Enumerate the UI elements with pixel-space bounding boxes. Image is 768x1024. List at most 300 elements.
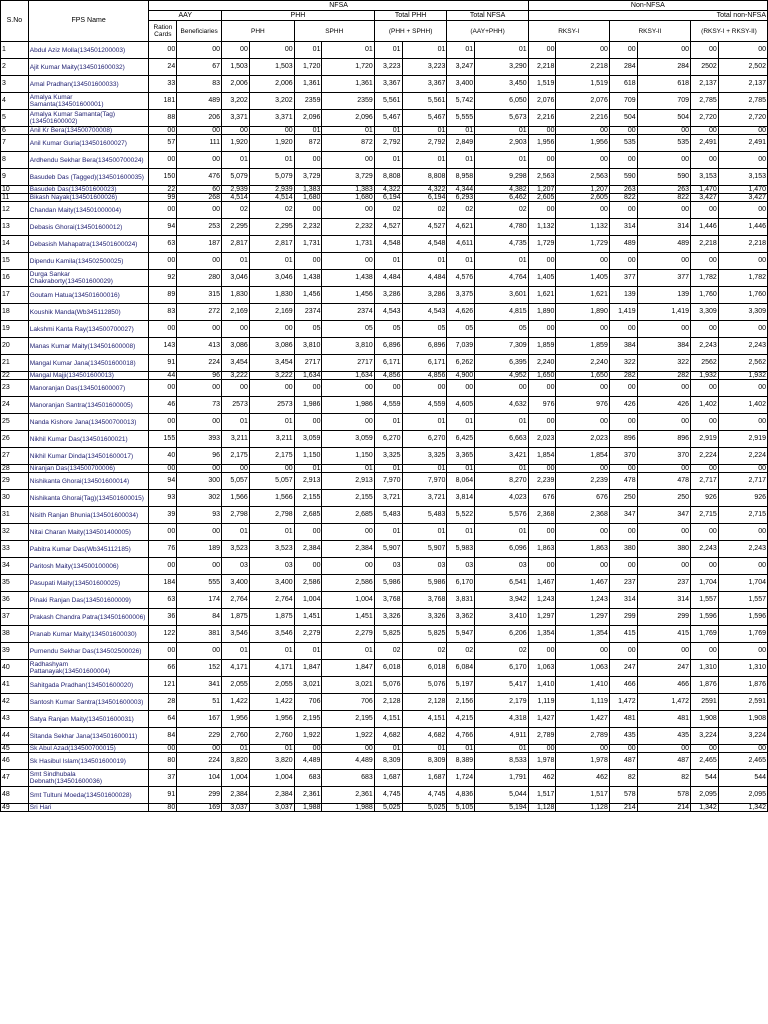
row-value: 2591	[691, 694, 719, 711]
row-value: 00	[691, 745, 719, 753]
row-value: 2,095	[691, 787, 719, 804]
row-value: 00	[528, 321, 556, 338]
header-rksy1: RKSY-I	[528, 21, 609, 42]
row-value: 3,309	[718, 304, 767, 321]
row-value: 00	[609, 524, 637, 541]
row-value: 4,745	[402, 787, 447, 804]
table-row	[1, 804, 768, 812]
row-value: 462	[556, 770, 609, 787]
row-value: 347	[609, 507, 637, 524]
row-value: 976	[528, 397, 556, 414]
row-value: 4,764	[475, 270, 529, 287]
row-fps-name: Smt Sindhubala Debnath(134501600036)	[28, 770, 149, 787]
row-value: 91	[149, 355, 177, 372]
row-fps-name: Debasis Ghorai(134501600012)	[28, 219, 149, 236]
row-value: 926	[718, 490, 767, 507]
row-value: 2,216	[556, 110, 609, 127]
row-value: 2,817	[249, 236, 294, 253]
row-value: 263	[637, 186, 690, 194]
header-aay-cards: Ration Cards	[149, 21, 177, 42]
row-value: 01	[222, 745, 250, 753]
row-value: 487	[637, 753, 690, 770]
row-value: 24	[149, 59, 177, 76]
row-sno: 8	[1, 152, 29, 169]
row-value: 1,519	[556, 76, 609, 93]
row-value: 00	[294, 745, 322, 753]
row-value: 5,057	[222, 473, 250, 490]
row-value: 01	[249, 745, 294, 753]
row-value: 5,742	[447, 93, 475, 110]
row-value: 2,224	[691, 448, 719, 465]
row-fps-name: Smt Tultuni Moeda(134501600028)	[28, 787, 149, 804]
table-row	[1, 745, 768, 753]
row-value: 683	[294, 770, 322, 787]
row-value: 2,605	[556, 194, 609, 202]
row-value: 5,105	[447, 804, 475, 812]
row-value: 4,900	[447, 372, 475, 380]
table-row	[1, 253, 768, 270]
row-value: 1,876	[691, 677, 719, 694]
row-value: 2,006	[249, 76, 294, 93]
row-value: 4,171	[249, 660, 294, 677]
row-value: 237	[637, 575, 690, 592]
row-value: 3,810	[294, 338, 322, 355]
row-value: 01	[249, 643, 294, 660]
row-value: 01	[374, 524, 402, 541]
row-value: 00	[609, 253, 637, 270]
header-aay: AAY	[149, 11, 222, 21]
row-value: 00	[609, 127, 637, 135]
row-value: 2,239	[556, 473, 609, 490]
row-fps-name: Ajit Kumar Maity(134501600032)	[28, 59, 149, 76]
row-value: 00	[528, 152, 556, 169]
row-value: 370	[637, 448, 690, 465]
row-value: 00	[294, 253, 322, 270]
row-value: 3,523	[222, 541, 250, 558]
row-value: 976	[556, 397, 609, 414]
row-value: 5,522	[447, 507, 475, 524]
row-sno: 44	[1, 728, 29, 745]
row-value: 1,004	[249, 770, 294, 787]
row-value: 578	[609, 787, 637, 804]
row-value: 3,247	[447, 59, 475, 76]
row-value: 466	[637, 677, 690, 694]
row-value: 2,563	[556, 169, 609, 186]
row-value: 00	[556, 127, 609, 135]
row-value: 01	[322, 42, 374, 59]
row-value: 1,470	[718, 186, 767, 194]
row-value: 00	[691, 321, 719, 338]
row-value: 1,956	[249, 711, 294, 728]
row-value: 2,384	[322, 541, 374, 558]
row-value: 94	[149, 473, 177, 490]
row-value: 5,467	[402, 110, 447, 127]
row-value: 1,422	[249, 694, 294, 711]
row-value: 1,519	[528, 76, 556, 93]
row-value: 314	[637, 219, 690, 236]
row-value: 00	[637, 321, 690, 338]
row-value: 1,956	[556, 135, 609, 152]
row-value: 1,847	[322, 660, 374, 677]
row-value: 2,195	[294, 711, 322, 728]
row-value: 3,290	[475, 59, 529, 76]
row-value: 4,489	[294, 753, 322, 770]
row-value: 1,354	[556, 626, 609, 643]
row-value: 1,566	[222, 490, 250, 507]
row-value: 322	[637, 355, 690, 372]
row-value: 152	[177, 660, 222, 677]
row-value: 104	[177, 770, 222, 787]
row-value: 01	[475, 745, 529, 753]
row-value: 00	[556, 524, 609, 541]
row-value: 2,502	[718, 59, 767, 76]
row-value: 91	[149, 787, 177, 804]
row-fps-name: Manoranjan Das(134501600007)	[28, 380, 149, 397]
row-fps-name: Nishikanta Ghorai(Tag)(134501600015)	[28, 490, 149, 507]
row-value: 1,438	[322, 270, 374, 287]
row-value: 3,942	[475, 592, 529, 609]
row-value: 3,375	[447, 287, 475, 304]
row-value: 5,483	[402, 507, 447, 524]
row-value: 1,419	[609, 304, 637, 321]
row-value: 618	[637, 76, 690, 93]
table-row	[1, 490, 768, 507]
row-value: 3,224	[718, 728, 767, 745]
row-value: 2,137	[718, 76, 767, 93]
table-row	[1, 397, 768, 414]
row-value: 2,095	[718, 787, 767, 804]
row-value: 01	[222, 643, 250, 660]
row-value: 3,820	[222, 753, 250, 770]
row-value: 3,021	[322, 677, 374, 694]
row-value: 00	[528, 643, 556, 660]
row-value: 3,286	[402, 287, 447, 304]
row-sno: 36	[1, 592, 29, 609]
row-value: 3,814	[447, 490, 475, 507]
row-fps-name: Anil Kumar Guria(134501600027)	[28, 135, 149, 152]
row-value: 2,218	[691, 236, 719, 253]
row-sno: 1	[1, 42, 29, 59]
row-value: 8,309	[374, 753, 402, 770]
row-value: 3,059	[294, 431, 322, 448]
row-value: 01	[475, 42, 529, 59]
row-value: 00	[609, 42, 637, 59]
row-value: 896	[637, 431, 690, 448]
row-value: 2,764	[222, 592, 250, 609]
row-value: 2,023	[528, 431, 556, 448]
row-value: 544	[691, 770, 719, 787]
row-value: 3,286	[374, 287, 402, 304]
header-nfsa: NFSA	[149, 1, 528, 11]
row-value: 478	[637, 473, 690, 490]
row-value: 2,128	[374, 694, 402, 711]
row-sno: 10	[1, 186, 29, 194]
row-value: 00	[691, 643, 719, 660]
row-value: 01	[374, 745, 402, 753]
row-value: 9,298	[475, 169, 529, 186]
row-value: 139	[637, 287, 690, 304]
row-value: 00	[718, 127, 767, 135]
row-fps-name: Sri Hari	[28, 804, 149, 812]
row-sno: 7	[1, 135, 29, 152]
row-value: 1,405	[556, 270, 609, 287]
row-sno: 35	[1, 575, 29, 592]
row-value: 00	[149, 253, 177, 270]
row-value: 2,243	[691, 541, 719, 558]
row-value: 6,663	[475, 431, 529, 448]
row-value: 1,446	[691, 219, 719, 236]
row-sno: 19	[1, 321, 29, 338]
row-value: 3,046	[222, 270, 250, 287]
row-sno: 12	[1, 202, 29, 219]
row-value: 2502	[691, 59, 719, 76]
row-value: 1,128	[556, 804, 609, 812]
row-value: 00	[528, 465, 556, 473]
table-row	[1, 338, 768, 355]
row-value: 33	[149, 76, 177, 93]
row-value: 214	[609, 804, 637, 812]
row-value: 00	[637, 745, 690, 753]
row-value: 2,169	[222, 304, 250, 321]
row-value: 535	[637, 135, 690, 152]
row-fps-name: Pabitra Kumar Das(Wb345112185)	[28, 541, 149, 558]
row-sno: 14	[1, 236, 29, 253]
row-value: 3,037	[222, 804, 250, 812]
row-value: 00	[609, 414, 637, 431]
row-value: 00	[637, 253, 690, 270]
row-value: 489	[637, 236, 690, 253]
row-value: 00	[691, 524, 719, 541]
row-value: 2,218	[528, 59, 556, 76]
row-value: 214	[637, 804, 690, 812]
row-value: 00	[149, 202, 177, 219]
row-value: 2573	[249, 397, 294, 414]
row-value: 05	[402, 321, 447, 338]
row-value: 206	[177, 110, 222, 127]
row-value: 6,050	[475, 93, 529, 110]
row-value: 7,970	[374, 473, 402, 490]
row-value: 2,491	[691, 135, 719, 152]
table-row	[1, 186, 768, 194]
row-value: 00	[637, 127, 690, 135]
row-value: 384	[637, 338, 690, 355]
row-value: 00	[691, 380, 719, 397]
row-value: 229	[177, 728, 222, 745]
table-row	[1, 541, 768, 558]
row-value: 00	[177, 253, 222, 270]
row-value: 3,367	[374, 76, 402, 93]
row-value: 4,484	[402, 270, 447, 287]
row-sno: 24	[1, 397, 29, 414]
row-fps-name: Amal Pradhan(134501600033)	[28, 76, 149, 93]
row-value: 4,766	[447, 728, 475, 745]
row-value: 2,764	[249, 592, 294, 609]
row-value: 00	[322, 745, 374, 753]
row-value: 1,243	[556, 592, 609, 609]
row-value: 00	[177, 745, 222, 753]
row-value: 535	[609, 135, 637, 152]
header-phh: PHH	[222, 11, 375, 21]
table-row	[1, 728, 768, 745]
row-value: 1,310	[718, 660, 767, 677]
row-value: 3,325	[402, 448, 447, 465]
row-sno: 22	[1, 372, 29, 380]
row-value: 1,402	[691, 397, 719, 414]
row-value: 5,076	[374, 677, 402, 694]
row-value: 2,849	[447, 135, 475, 152]
row-value: 00	[609, 558, 637, 575]
row-value: 2,384	[294, 541, 322, 558]
header-phh-sub: PHH	[222, 21, 295, 42]
row-value: 6,170	[475, 660, 529, 677]
row-fps-name: Dipendu Kamila(134502500025)	[28, 253, 149, 270]
row-value: 504	[609, 110, 637, 127]
table-row	[1, 127, 768, 135]
row-value: 1,361	[322, 76, 374, 93]
row-value: 00	[322, 558, 374, 575]
row-value: 1,854	[528, 448, 556, 465]
row-value: 7,970	[402, 473, 447, 490]
row-fps-name: Radhashyam Pattanayak(134501600004)	[28, 660, 149, 677]
row-value: 150	[149, 169, 177, 186]
row-fps-name: Prakash Chandra Patra(134501600006)	[28, 609, 149, 626]
table-row	[1, 372, 768, 380]
row-value: 1,920	[222, 135, 250, 152]
row-value: 4,215	[447, 711, 475, 728]
row-value: 393	[177, 431, 222, 448]
row-value: 76	[149, 541, 177, 558]
row-value: 00	[528, 745, 556, 753]
row-value: 2,055	[222, 677, 250, 694]
row-value: 6,096	[475, 541, 529, 558]
row-value: 3,400	[222, 575, 250, 592]
row-value: 4,171	[222, 660, 250, 677]
row-value: 280	[177, 270, 222, 287]
row-value: 2,586	[322, 575, 374, 592]
row-value: 5,983	[447, 541, 475, 558]
row-value: 92	[149, 270, 177, 287]
row-sno: 27	[1, 448, 29, 465]
row-sno: 4	[1, 93, 29, 110]
row-fps-name: Basudeb Das(134501600023)	[28, 186, 149, 194]
table-row	[1, 609, 768, 626]
row-value: 2,586	[294, 575, 322, 592]
row-value: 01	[402, 253, 447, 270]
row-value: 5,907	[402, 541, 447, 558]
row-sno: 34	[1, 558, 29, 575]
row-value: 2,465	[718, 753, 767, 770]
row-value: 2,789	[556, 728, 609, 745]
row-value: 3,202	[249, 93, 294, 110]
row-value: 189	[177, 541, 222, 558]
row-value: 1,760	[718, 287, 767, 304]
row-fps-name: Basudeb Das (Tagged)(134501600035)	[28, 169, 149, 186]
row-value: 1,920	[249, 135, 294, 152]
row-value: 8,064	[447, 473, 475, 490]
row-value: 224	[177, 355, 222, 372]
row-value: 00	[556, 414, 609, 431]
row-value: 462	[528, 770, 556, 787]
row-value: 00	[718, 380, 767, 397]
row-value: 3,362	[447, 609, 475, 626]
row-value: 489	[609, 236, 637, 253]
table-row	[1, 76, 768, 93]
header-sphh: SPHH	[294, 21, 374, 42]
row-sno: 17	[1, 287, 29, 304]
row-value: 2,175	[222, 448, 250, 465]
row-value: 00	[528, 253, 556, 270]
row-value: 2359	[322, 93, 374, 110]
row-value: 00	[149, 524, 177, 541]
row-value: 4,023	[475, 490, 529, 507]
row-value: 4,543	[374, 304, 402, 321]
row-value: 1,650	[556, 372, 609, 380]
row-value: 2,919	[691, 431, 719, 448]
row-value: 1,875	[249, 609, 294, 626]
row-value: 00	[528, 380, 556, 397]
row-value: 2,760	[222, 728, 250, 745]
row-value: 6,896	[374, 338, 402, 355]
row-value: 3,421	[475, 448, 529, 465]
row-value: 00	[528, 202, 556, 219]
row-value: 2,384	[222, 787, 250, 804]
table-row	[1, 465, 768, 473]
row-value: 00	[177, 127, 222, 135]
row-value: 1,720	[322, 59, 374, 76]
table-row	[1, 414, 768, 431]
row-fps-name: Debasish Mahapatra(134501600024)	[28, 236, 149, 253]
row-value: 80	[149, 804, 177, 812]
table-row	[1, 355, 768, 372]
row-value: 00	[294, 558, 322, 575]
row-value: 2,006	[222, 76, 250, 93]
row-value: 01	[249, 253, 294, 270]
table-row	[1, 93, 768, 110]
row-value: 4,514	[222, 194, 250, 202]
header-rksy2: RKSY-II	[609, 21, 690, 42]
row-value: 00	[637, 380, 690, 397]
header-total-nfsa-sub: (AAY+PHH)	[447, 21, 528, 42]
row-value: 3,365	[447, 448, 475, 465]
row-value: 1,724	[447, 770, 475, 787]
row-value: 6,541	[475, 575, 529, 592]
row-value: 00	[149, 643, 177, 660]
row-value: 1,342	[691, 804, 719, 812]
row-value: 2,216	[528, 110, 556, 127]
row-value: 2562	[691, 355, 719, 372]
row-value: 384	[609, 338, 637, 355]
row-value: 1,680	[322, 194, 374, 202]
row-fps-name: Sahitgada Pradhan(134501600020)	[28, 677, 149, 694]
row-value: 1,650	[528, 372, 556, 380]
row-sno: 15	[1, 253, 29, 270]
row-value: 2,224	[718, 448, 767, 465]
row-value: 00	[609, 152, 637, 169]
row-value: 1,243	[528, 592, 556, 609]
row-value: 268	[177, 194, 222, 202]
row-value: 01	[402, 152, 447, 169]
table-row	[1, 643, 768, 660]
row-value: 487	[609, 753, 637, 770]
row-value: 169	[177, 804, 222, 812]
row-value: 00	[294, 380, 322, 397]
row-value: 2,239	[528, 473, 556, 490]
row-value: 2,155	[322, 490, 374, 507]
row-value: 263	[609, 186, 637, 194]
header-total-non-nfsa: Total non-NFSA	[528, 11, 767, 21]
row-value: 174	[177, 592, 222, 609]
row-value: 00	[637, 524, 690, 541]
